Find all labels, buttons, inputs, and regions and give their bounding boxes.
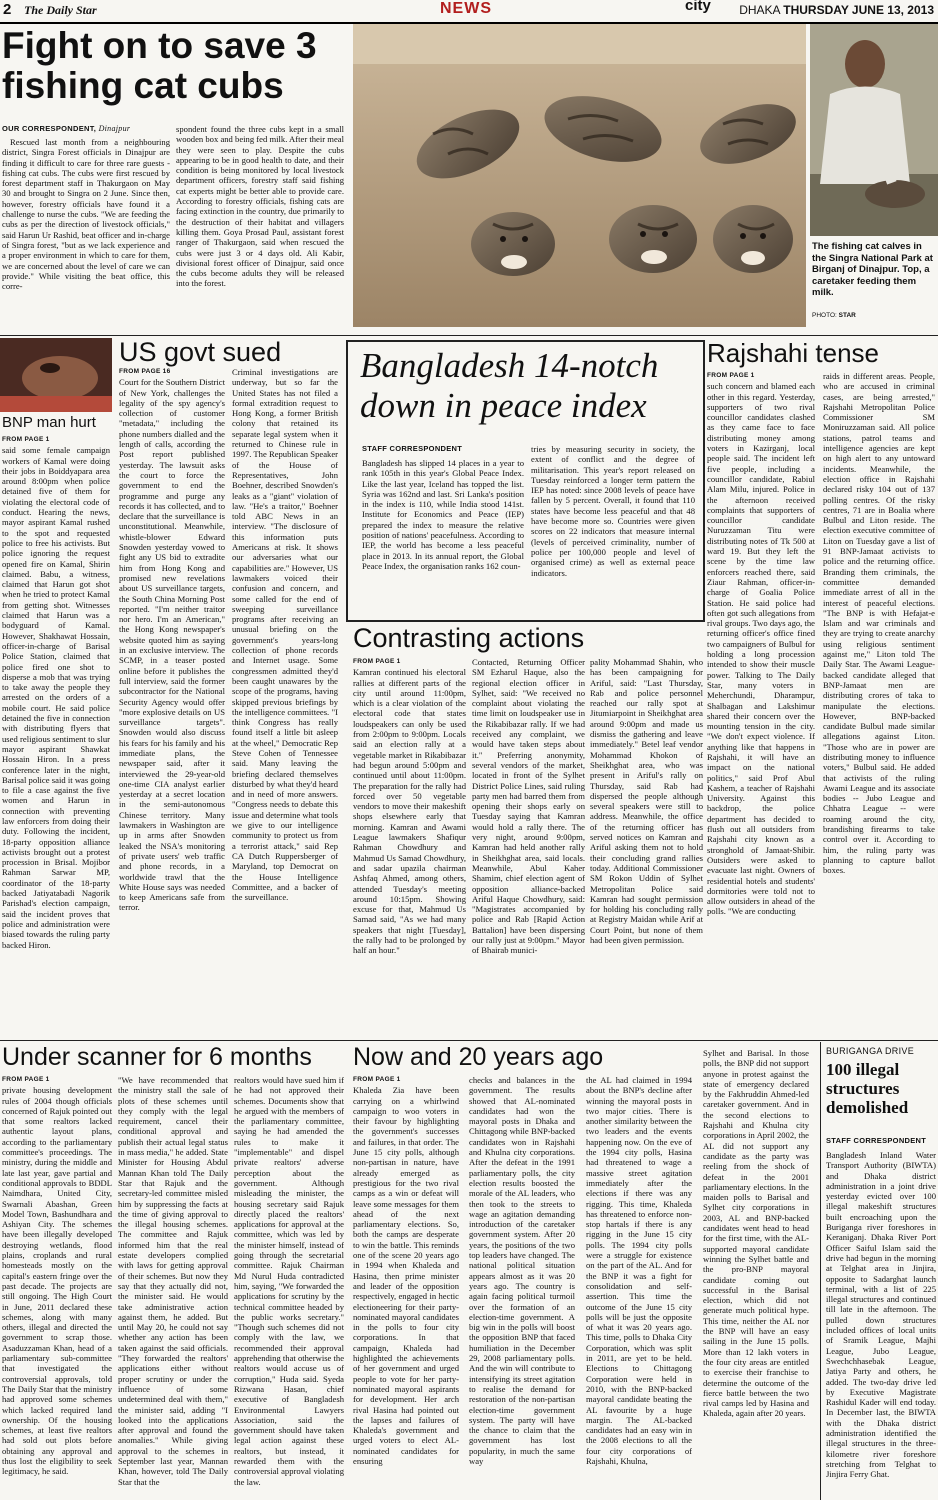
injured-man-photo (0, 338, 112, 412)
peace-headline: Bangladesh 14-notch down in peace index (360, 346, 659, 425)
masthead (0, 0, 938, 24)
contrasting-col-1: FROM PAGE 1 Kamran continued his electoral rallies at different parts of the city until around 11:00pm, which is a clear violation of the electoral code that states loudspeakers can only be used from 2:00pm to 9:00pm. Locals said an election rally at a vegetable market in Rikabibazar had begun around 5:00pm and continued until about 11:00pm. The preparation for the rally had forced over 50 vegetable vendors to move their makeshift shops elsewhere early that morning. Kamran and Awami League lawmakers Shafiqur Rahman Chowdhury and Mahmud Us Samad Chowdhury, and sadar upazila chairman Ashfaq Ahmed, among others, attended Tuesday's meeting around 10:15pm. Showing excuse for that, Mahmud Us Samad said, "As we had many speakers that night [Tuesday], the rally had to be prolonged by half an hour." (353, 658, 466, 956)
now-col-2: checks and balances in the government. The results showed that AL-nominated candidates had won the mayoral posts in Dhaka and Chittagong while BNP-backed candidates won in Rajshahi and Khulna city corporations. After the defeat in the 1991 parliamentary polls, the city election results boosted the morale of the AL leaders, who then took to the streets to wage an agitation demanding introduction of the caretaker government system. After 20 years, the positions of the two top leaders have changed. The national political situation appears almost as it was 20 years ago. The country is again facing political turmoil over the formation of an election-time government. A big win in the polls will boost the opposition BNP that faced humiliation in the December 29, 2008 parliamentary polls. And the win will contribute to intensifying its street agitation to realise the demand for restoration of the non-partisan election-time government system. The party will have the chance to claim that the government has lost popularity, in much the same way (469, 1075, 575, 1466)
lead-col-1: Rescued last month from a neighbouring district, Singra Forest officials in Dinajpur are finding it difficult to care for three rare guests - fishing cat cubs. The cubs were first rescued by forest department staff in Thakurgaon on May 30 and brought to Singra on 2 June. Since then, however, forestry officials have found it a challenge to nurse the cubs. "We are feeding the cubs as per the direction of livestock officials," said Harun Ur Rashid, beat officer and in-charge of Singra forest, "but as we lack experience and a proper environment in which to care for them, we are concerned about the level of care we can provide." While visiting the beat office, this corre- (2, 137, 170, 292)
scanner-col-2: "We have recommended that the ministry stall the sale of plots of these schemes until they comply with the legal requirement, cancel their conditional approval and publish their actual legal status in mass media," he added. State Minister for Housing Abdul Mannan Khan told The Daily Star that Rajuk and the secretary-led committee misled him by suppressing the facts at the time of giving approval to the illegal housing schemes. The committee and Rajuk informed him that the real estate developers complied with laws for getting approval of their schemes. But now they say that they actually did not, the minister said. He would take administrative action against them, he added. But until May 20, he could not say whether any action has been taken against the said officials. "They forwarded the realtors' applications either without proper scrutiny or under the influence of some undetermined deal with them," the minister said, adding "I looked into the applications after approval and found the anomalies." While giving approval to the schemes in September last year, Mannan Khan, however, told The Daily Star that the (118, 1075, 228, 1487)
divider (0, 335, 938, 336)
contrasting-col-2: Contacted, Returning Officer SM Ezharul Haque, also the regional election officer in Sylhet, said: "We received no complaint about violating the time limit on loudspeaker use in the Rikabibazar rally. If we had received any complaint, we would have taken steps about it." Preferring anonymity, several vendors of the market, located in front of the Sylhet District Police Lines, said ruling party men had barred them from opening their shops early on Tuesday saying that Kamran would hold a rally there. The very night, around 9:00pm, Kamran had held another rally in Sheikhghat area, said locals. Meanwhile, Abul Kaher Shamim, chief election agent of opposition alliance-backed Ariful Haque Chowdhury, said: "Magistrates accompanied by police and Rab [Rapid Action Battalion] have been dispersing our rally just at 9:00pm." Mayor of Bhairab munici- (472, 657, 585, 956)
now-col-1: FROM PAGE 1 Khaleda Zia have been carrying on a whirlwind campaign to woo voters in their favour by highlighting the government's successes and failures, in that order. The June 15 city polls, although non-partisan in nature, have already emerged as prestigious for the two rival camps as a win or defeat will leave some messages for them ahead of the next parliamentary elections. So, both the camps are desperate to win the battle. This reminds one of the scene 20 years ago in 1994 when Khaleda and Hasina, then prime minister and leader of the opposition respectively, engaged in hectic electioneering for their party-nominated mayoral candidates in the polls to four city corporations. In that campaign, Khaleda had highlighted the achievements of her government and urged people to vote for her party- nominated mayoral aspirants for development. Her arch rival Hasina had pointed out the lapses and failures of Khaleda's government and urged voters to elect AL-nominated candidates for ensuring (353, 1076, 459, 1466)
us-headline: US govt sued (119, 337, 282, 367)
divider (820, 1042, 821, 1500)
injured-illustration (0, 338, 112, 412)
buriganga-byline: STAFF CORRESPONDENT (826, 1136, 927, 1145)
cubs-illustration (353, 24, 806, 327)
lead-col-2: spondent found the three cubs kept in a small wooden box and being fed milk. After their meal they were seen to play. Despite the cubs appearing to be in good health to date, and their condition is being monitored by local livestock department officers, forestry staff said fishing cat experts might be better able to provide care. According to forestry officials, fishing cats are facing extinction in the country, due primarily to the destruction of their habitat and villagers killing them. Goya Prosad Paul, assistant forest ranger of Thakurgaon, said when rescued the cubs were just 3 or 4 days old. Ali Kabir, divisional forest officer of Dinajpur, said once the cubs become adults they will be released into the forest. (176, 124, 344, 289)
issue-date: DHAKA THURSDAY JUNE 13, 2013 (739, 3, 934, 17)
us-col-1: FROM PAGE 16 Court for the Southern District of New York, challenges the legality of the spy agency's collection of customer "metadata," including the phone numbers dialled and the length of calls, according the Post report published yesterday. The lawsuit asks the court to force the government to end the programme and purge any records it has collected, and to declare that the surveillance is unconstitutional. Meanwhile, whistle-blower Edward Snowden yesterday vowed to fight any US bid to extradite him from Hong Kong and promised new revelations about US surveillance targets, the South China Morning Post reported. "I'm neither traitor nor hero. I'm an American," the Hong Kong newspaper's website quoted him as saying in an exclusive interview. The SCMP, in a teaser posted online before it publishes the full interview, said the former subcontractor for the National Security Agency would offer "more explosive details on US surveillance targets". Snowden would also discuss his fears for his family and his immediate plans, the newspaper said, after it interviewed the 29-year-old one-time CIA analyst earlier yesterday at a secret location in the semi-autonomous Chinese territory. Many lawmakers in Washington are up in arms after Snowden leaked the NSA's monitoring of private users' web traffic and phone records, in a worldwide trawl that the White House says was needed to keep Americans safe from terror. (119, 368, 225, 913)
scanner-headline: Under scanner for 6 months (2, 1043, 312, 1071)
now-col-4: Sylhet and Barisal. In those polls, the BNP did not support anyone in protest against the state of emergency declared by the Fakhruddin Ahmed-led caretaker government. And in the second elections to Rajshahi and Khulna city corporations in April 2002, the AL did not support any candidate as the party was reeling from the shock of defeat in the 2001 parliamentary elections. In the maiden polls to Barisal and Sylhet city corporations in 2003, AL and BNP-backed candidates went head to head for the first time, with the AL-supported mayoral candidate winning the Sylhet battle and the pro-BNP mayoral candidate coming out successful in the Barisal election, which did not generate much political hype. This time, neither the AL nor the BNP will have an easy sailing in the June 15 polls. More than 12 lakh voters in the four city areas are entitled to exercise their franchise to determine the outcome of the fierce battle between the two rival camps led by Hasina and Khaleda, again after 20 years. (703, 1048, 809, 1419)
divider (0, 1040, 938, 1041)
lead-byline: OUR CORRESPONDENT, Dinajpur (2, 124, 131, 133)
scanner-col-1: FROM PAGE 1 private housing development rules of 2004 though officials concerned of Rajuk pointed out that some realtors lacked authentic layout plans, according to the parliamentary committee's proceedings. The ministry, during the middle and late last year, gave partial and conditional approvals to BDDL Naimdhara, United City, Swarnali Abashan, Green Model Town, Bashundhara and Ashiyan City. The schemes have been illegally developed destroying wetlands, flood plains, croplands and rural homesteads mostly on the capital's eastern fringe over the past decade. The projects are still ongoing. The High Court in June, 2011 declared these schemes, along with many others, illegal and directed the government to scrap those. Asaduzzaman Khan, head of a parliamentary sub-committee that investigated the controversial approvals, told The Daily Star that the ministry had approved some schemes which lacked required land ownership. Of the housing schemes, at least five realtors had sold out plots before obtaining any approval and thus lost the eligibility to seek legitimacy, he said. (2, 1076, 112, 1477)
buriganga-headline: 100 illegal structures demolished (826, 1060, 909, 1117)
rajshahi-col-2: raids in different areas. People, who are accused in criminal cases, are being arrested," Rajshahi Metropolitan Police Commissioner SM Moniruzzaman said. All police stations, patrol teams and intelligence agencies are kept on high alert to any untoward incidents. Meanwhile, the election office in Rajshahi declared risky 104 out of 137 polling centres. Of the risky centres, 71 are in Boalia where Bulbul and Liton reside. The election executive committee of Liton on Tuesday gave a list of 91 BNP-Jamaat activists to police and the returning office. Branding them criminals, the committee demanded immediate arrest of all in the interest of peaceful elections. "The BNP is with Hefajat-e Islam and war criminals and they are trying to create anarchy using religious sentiment against me," Liton told The Daily Star. The Awami League-backed candidate alleged that BNP-Jamaat men are distributing crores of taka to manipulate the elections. However, BNP-backed candidate Bulbul made similar allegations against Liton. "Those who are in power are distributing money to influence voters," Bulbul said. He added that activists of the ruling Awami League and its associate bodies -- Jubo League and Chhatra League -- were roaming around the city, brandishing firearms to take control over it. According to him, the ruling party was planning to capture ballot boxes. (823, 371, 935, 876)
us-col-2: Criminal investigations are underway, but so far the United States has not filed a formal extradition request to Hong Kong, a former British colony that retained its separate legal system when it returned to Chinese rule in 1997. The Republican Speaker of the House of Representatives, John Boehner, described Snowden's leaks as a "giant" violation of law. "He's a traitor," Boehner told ABC News in an interview. "The disclosure of this information puts Americans at risk. It shows our adversaries what our capabilities are." However, US lawmakers voiced their confusion and concern, and some called for the end of sweeping surveillance programs after receiving an unusual briefing on the government's years-long collection of phone records and Internet usage. Some congressmen admitted they'd been caught unawares by the scope of the programs, having skipped previous briefings by the intelligence committees. "I think Congress has really found itself a little bit asleep at the wheel," Democratic Rep Steve Cohen of Tennessee said. Many leaving the briefing declared themselves disturbed by what they'd heard and in need of more answers. "Congress needs to debate this issue and determine what tools we give to our intelligence community to protect us from a terrorist attack," said Rep CA Dutch Ruppersberger of Maryland, top Democrat on the House Intelligence Committee, and a backer of the surveillance. (232, 367, 338, 903)
section-label: NEWS (440, 0, 492, 17)
contrasting-headline: Contrasting actions (353, 623, 585, 653)
buriganga-kicker: BURIGANGA DRIVE (826, 1046, 915, 1056)
lead-photo-caption: The fishing cat calves in the Singra National Park at Birganj of Dinajpur. Top, a caretaker feeding them milk. (812, 241, 933, 298)
now-col-3: the AL had claimed in 1994 about the BNP's decline after winning the mayoral posts in two major cities. There is another similarity between the two leaders and the events happening now. On the eve of the 1994 city polls, Hasina had threatened to wage a massive street agitation immediately after the elections if there was any rigging. This time, Khaleda has threatened to enforce non-stop hartals if there is any rigging in the June 15 city polls. The 1994 city polls were a struggle for existence on the part of the AL. And for the BNP it was a fight for consolidation and self-assertion. This time the outcome of the June 15 city polls will be just the opposite of what it was 20 years ago. This time, polls to Dhaka City Corporation, which was split in 2011, are yet to be held. Elections to Chittagong Corporation were held in 2010, with the BNP-backed mayoral candidate beating the AL favourite by a huge margin. The AL-backed candidates had an easy win in the 2008 elections to all the four city corporations of Rajshahi, Khulna, (586, 1075, 692, 1466)
bnp-col: FROM PAGE 1 said some female campaign workers of Kamal were doing their jobs in Boiddyapara area around 8:00pm when police detained five of them for violating the electoral code of conduct. Hearing the news, mayor aspirant Kamal rushed to the spot and requested police to free his activists. But police ignoring the request opened fire on Kamal, Shirin claimed. Babu, a witness, claimed that Harun got shot when he tried to protect Kamal from getting shot. Witnesses claimed that Harun was a bodyguard of Kamal. However, Shakhawat Hossain, officer-in-charge of Barisal Police Station, claimed that police fired one shot to disperse a mob that was trying to take away the people they arrested on the orders of a mobile court. He said police detained the five in connection with distributing flyers that used religious sentiment to slur mayor aspirant Shawkat Hossain Hiron. In a press conference later in the night, Barisal police said it was going to file a case against the five women and Harun in connection with preventing law enforcers from doing their duty. Following the incident, 18-party opposition alliance activists brought out a protest procession in Brisal. Mojibor Rahman Sarwar MP, coordinator of the 18-party backed Jatiyatabadi Nagorik Parishad's election campaign, said the incident proves that police and administration were biased towards the ruling party backed Hiron. (2, 436, 110, 950)
peace-byline: STAFF CORRESPONDENT (362, 444, 463, 453)
peace-col-1: Bangladesh has slipped 14 places in a year to rank 105th in this year's Global Peace Index. Like the last year, Iceland has topped the list. Syria was 162nd and last. Sri Lanka's position in the index is 110, while India stood 141st. Institute for Economics and Peace (IEP) prepared the index to measure the relative position of nations' peacefulness. According to IEP, the world has become a less peaceful place in 2013. In its annual report, the Global Peace Index, the organisation ranks 162 coun- (362, 458, 524, 571)
caretaker-illustration (810, 24, 938, 236)
rajshahi-col-1: FROM PAGE 1 such concern and blamed each other in this regard. Yesterday, supporters of two rival councillor candidates clashed as they came face to face distributing money among voters in Kazirganj, local people said. The incident left five people, including a councillor candidate, Rabiul Alam Milu, injured. Police in the afternoon received complaints that supporters of councillor candidate Nuruzzaman Titu were distributing notes of Tk 500 at ward 19. But they left the scene by the time law enforcers reached there, said Ziaur Rahman, officer-in-charge of Goalia Police Station. He said police had often got such allegations from rival groups. Two days ago, the returning officer's office fined two campaigners of Bulbul for holding a long procession intended to show their muscle power. Talking to The Daily Star, many voters in Meherchundi, Dharampur, Shalbagan and Lakshimur shared their concern over the mounting tension in the city. "We don't expect violence. If anything like that happens in Rajshahi, it will have an impact on the national politics," said Prof Abul Kashem, a teacher of Rajshahi University. Against this backdrop, the police department has decided to flush out all outsiders from Rajshahi city known as a stronghold of Jamaat-Shibir. Outsiders were asked to evacuate last night. Owners of residential hotels and students' dormitories were told not to allow outsiders in ahead of the polls. "We are conducting (707, 372, 815, 917)
page-number: 2 (3, 1, 12, 18)
bnp-headline: BNP man hurt (2, 414, 96, 431)
peace-col-2: tries by measuring security in society, the extent of conflict and the degree of militarisation. This year's report released on Tuesday reinforced a longer term pattern the IEP has noted: since 2008 levels of peace have fallen by 5 percent. Overall, it found that 110 states have become less peaceful and that 48 have become more so. Countries were given scores on 22 indicators that measure internal (levels of perceived criminality, number of police per 100,000 people and level of organised crime) as well as external peace indicators. (531, 444, 695, 578)
fishing-cat-cubs-photo (353, 24, 806, 327)
paper-name: The Daily Star (24, 3, 97, 17)
contrasting-col-3: pality Mohammad Shahin, who has been campaigning for Ariful, said: "Last Thursday, Rab and police personnel reached our rally spot at Jitumiarpoint in Sheikhghat area around 9:00pm and made us dismiss the gathering and leave immediately." Betel leaf vendor Mohammad Khokon of Sheikhghat area, who was present in Ariful's rally on Thursday, said Rab had dispersed the people although several speakers were still to address. Meanwhile, the office of the returning officer has served notices on Kamran and Ariful asking them not to hold their concluding grand rallies today. Additional Commissioner SM Rokon Uddin of Sylhet Metropolitan Police said Kamran had sought permission for holding his concluding rally at Registry Maidan while Arif at Court Point, but none of them had been given permission. (590, 657, 703, 946)
scanner-col-3: realtors would have sued him if he had not approved their schemes. Documents show that he argued with the members of the parliamentary committee, saying he had amended the rules to make it "implementable" and dispel private realtors' adverse perception about the government. Although misleading the minister, the housing secretary said Rajuk directly placed the realtors' applications for approval at the committee, which was led by the minister himself, instead of going through the secretarial committee. Rajuk Chairman Md Nurul Huda contradicted him, saying, "We forwarded the applications for scrutiny by the technical committee headed by the public works secretary." "Though such schemes did not comply with the law, we recommended their approval apprehending that otherwise the realtors would accuse us of corruption," Huda said. Syeda Rizwana Hasan, chief executive of Bangladesh Environmental Lawyers Association, said the government should have taken legal action against these realtors, but instead, it rewarded them with the controversial approval violating the law. (234, 1075, 344, 1487)
now-headline: Now and 20 years ago (353, 1043, 604, 1071)
subsection-label: city (685, 0, 711, 14)
caretaker-feeding-photo (810, 24, 938, 236)
rajshahi-headline: Rajshahi tense (707, 338, 879, 368)
photo-credit: PHOTO: STAR (812, 312, 856, 319)
lead-headline: Fight on to save 3 fishing cat cubs (2, 26, 317, 106)
buriganga-col: Bangladesh Inland Water Transport Authority (BIWTA) and Dhaka district administration in a joint drive yesterday evicted over 100 illegal makeshift structures built encroaching upon the Buriganga river foreshores in Keraniganj. Dhaka River Port Officer Saiful Islam said the drive had begun in the morning at Telghat area in Jinjira, opposite to Sadarghat launch terminal, with a list of 225 illegal structures and continued till late in the afternoon. The pulled down structures included offices of local units of Sramik League, Majhi League, Jubo League, Swechchhasebak League, Jatiya Party and others, he added. The two-day drive led by Executive Magistrate Rashidul Kader will end today. In December last, the BIWTA with the Dhaka district administration identified the illegal structures in the three-kilometre river foreshore stretching from Telghat to Jinjira Ferry Ghat. (826, 1150, 936, 1480)
